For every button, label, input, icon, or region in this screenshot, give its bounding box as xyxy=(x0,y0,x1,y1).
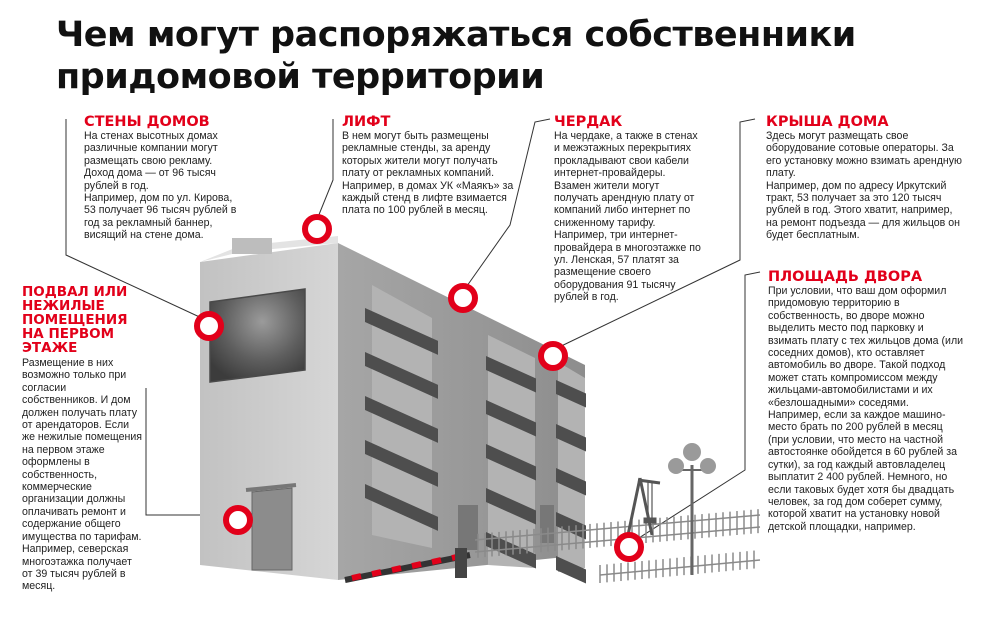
side-door xyxy=(458,505,478,550)
section-basement-text: Размещение в них возможно только при согласии собственников. И дом должен получать плату от арендаторов. Если же нежилые помещения на первом этаже оформлены в собственность, коммерческие организации должны оплачивать ремонт и содержание общего имущества по тарифам. Например, северская многоэтажка получает от 39 тысяч рублей в месяц. xyxy=(22,357,142,593)
section-lift xyxy=(342,115,514,217)
section-lift-heading: ЛИФТ xyxy=(342,114,391,130)
section-attic xyxy=(554,115,704,304)
section-yard xyxy=(768,270,966,533)
section-basement xyxy=(22,285,142,593)
section-roof xyxy=(766,115,964,242)
section-lift-text: В нем могут быть размещены рекламные стенды, за аренду которых жители могут получать плату от рекламных компаний. Например, в домах УК «Маякъ» за каждый стенд в лифте взимается плата по 100 рублей в месяц. xyxy=(342,130,514,217)
section-walls xyxy=(84,115,244,242)
section-walls-text: На стенах высотных домах различные компании могут размещать свою рекламу. Доход дома — от 96 тысяч рублей в год. Например, дом по ул. Кирова, 53 получает 96 тысяч рублей в год за рекламный баннер, висящий на стене дома. xyxy=(84,130,237,242)
barrier-stripe xyxy=(392,568,401,570)
fence-bar xyxy=(600,560,760,575)
section-attic-text: На чердаке, а также в стенах и межэтажных перекрытиях прокладывают свои кабели интернет-провайдеры. Взамен жители могут получать арендную плату от компаний либо интернет по сниженному тарифу. Например, три интернет-провайдера в многоэтажке по ул. Ленская, 57 платят за размещение своего оборудования 91 тысячу рублей в год. xyxy=(554,130,701,304)
section-yard-text: При условии, что ваш дом оформил придомовую территорию в собственность, во дворе можно выделить место под парковку и взимать плату с тех жильцов дома (или соседних домов), кто оставляет автомобиль во дворе. Такой подход может стать компромиссом между жильцами-автомобилистами и их «безлошадными» соседями. Например, если за каждое машино-место брать по 200 рублей в месяц (при условии, что место на частной автостоянке обойдется в 60 рублей за сутки), за год каждый автовладелец выплатит 2 400 рублей. Немного, но если таковых будет хотя бы двадцать человек, за год дом соберет сумму, которой хватит на установку новой детской площадки, например. xyxy=(768,285,964,533)
marker-walls[interactable] xyxy=(194,311,224,341)
marker-lift[interactable] xyxy=(302,214,332,244)
entrance-door xyxy=(252,488,292,570)
section-roof-text: Здесь могут размещать свое оборудование сотовые операторы. За его установку можно взимать арендную плату. Например, дом по адресу Иркутский тракт, 53 получает за это 120 тысяч рублей в год. Этого хватит, например, на ремонт подъезда — для жильцов он будет бесплатным. xyxy=(766,130,962,242)
barrier-stripe xyxy=(352,576,361,578)
wall-banner xyxy=(210,289,305,382)
barrier-stripe xyxy=(412,564,421,566)
barrier-stripe xyxy=(432,560,441,562)
section-roof-heading: КРЫША ДОМА xyxy=(766,114,889,130)
street-lamp xyxy=(668,443,716,575)
barrier-stripe xyxy=(372,572,381,574)
marker-basement[interactable] xyxy=(223,505,253,535)
page-title: Чем могут распоряжаться собственники придомовой территории xyxy=(56,15,856,97)
section-attic-heading: ЧЕРДАК xyxy=(554,114,623,130)
leader-lift xyxy=(316,119,333,222)
section-yard-heading: ПЛОЩАДЬ ДВОРА xyxy=(768,269,923,285)
marker-yard[interactable] xyxy=(614,532,644,562)
section-walls-heading: СТЕНЫ ДОМОВ xyxy=(84,114,210,130)
marker-attic[interactable] xyxy=(448,283,478,313)
side-door-2 xyxy=(540,505,554,543)
section-basement-heading: ПОДВАЛ ИЛИ НЕЖИЛЫЕ ПОМЕЩЕНИЯ НА ПЕРВОМ ЭТАЖЕ xyxy=(22,284,128,356)
marker-roof[interactable] xyxy=(538,341,568,371)
